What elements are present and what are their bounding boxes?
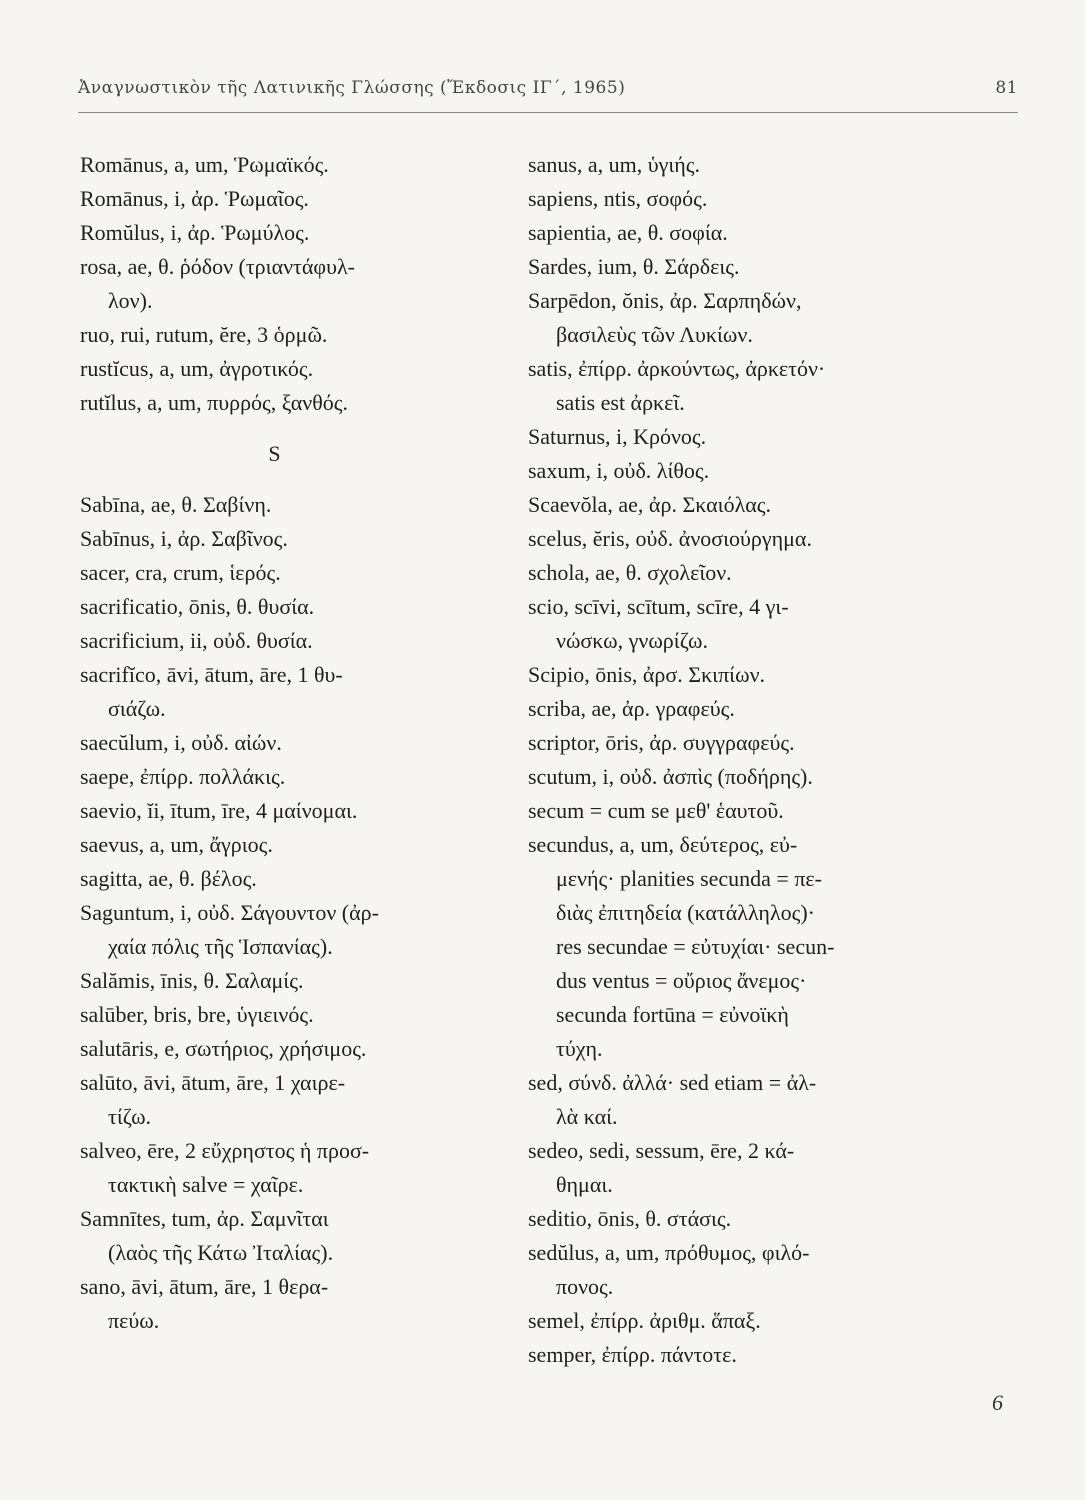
entry-continuation: (λαὸς τῆς Κάτω Ἰταλίας).: [108, 1240, 334, 1265]
entry-line: Sabīna, ae, θ. Σαβίνη.: [80, 492, 272, 517]
entry-line: Romānus, a, um, Ῥωμαϊκός.: [80, 152, 329, 177]
entry-line: rosa, ae, θ. ῥόδον (τριαντάφυλ-: [80, 254, 355, 279]
entry-continuation: νώσκω, γνωρίζω.: [556, 628, 709, 653]
entry-line: ruo, rui, rutum, ĕre, 3 ὁρμῶ.: [80, 322, 328, 347]
entry-line: secum = cum se μεθ' ἑαυτοῦ.: [528, 798, 784, 823]
entry-line: scutum, i, οὐδ. ἀσπὶς (ποδήρης).: [528, 764, 813, 789]
entry-line: sacrificatio, ōnis, θ. θυσία.: [80, 594, 315, 619]
entry-line: salūber, bris, bre, ὑγιεινός.: [80, 1002, 314, 1027]
entry-continuation: satis est ἀρκεῖ.: [556, 390, 685, 415]
entry-line: sacrifĭco, āvi, ātum, āre, 1 θυ-: [80, 662, 343, 687]
entry-line: saevus, a, um, ἄγριος.: [80, 832, 273, 857]
entry-continuation: χαία πόλις τῆς Ἱσπανίας).: [108, 934, 333, 959]
entry-line: satis, ἐπίρρ. ἀρκούντως, ἀρκετόν·: [528, 356, 826, 381]
entry-line: Salămis, īnis, θ. Σαλαμίς.: [80, 968, 304, 993]
entry-line: Saguntum, i, οὐδ. Σάγουντον (ἀρ-: [80, 900, 379, 925]
entry-line: saevio, ĭi, ītum, īre, 4 μαίνομαι.: [80, 798, 358, 823]
entry-continuation: secunda fortūna = εὐνοϊκὴ: [556, 1002, 789, 1027]
entry-line: secundus, a, um, δεύτερος, εὐ-: [528, 832, 798, 857]
entry-line: scelus, ĕris, οὐδ. ἀνοσιούργημα.: [528, 526, 812, 551]
page-number: 81: [995, 78, 1018, 98]
entry-line: Saturnus, i, Κρόνος.: [528, 424, 707, 449]
entry-line: sapiens, ntis, σοφός.: [528, 186, 708, 211]
entry-continuation: διὰς ἐπιτηδεία (κατάλληλος)·: [556, 900, 815, 925]
section-letter: S: [268, 441, 282, 466]
running-header: [78, 72, 1018, 106]
entry-line: saxum, i, οὐδ. λίθος.: [528, 458, 710, 483]
entry-line: scio, scīvi, scītum, scīre, 4 γι-: [528, 594, 789, 619]
header-rule: [78, 112, 1018, 113]
entry-continuation: λον).: [108, 288, 153, 313]
entry-line: rutĭlus, a, um, πυρρός, ξανθός.: [80, 390, 348, 415]
entry-line: Sarpēdon, ŏnis, ἀρ. Σαρπηδών,: [528, 288, 802, 313]
entry-line: sanus, a, um, ὑγιής.: [528, 152, 701, 177]
entry-continuation: πεύω.: [108, 1308, 160, 1333]
entry-line: sedeo, sedi, sessum, ēre, 2 κά-: [528, 1138, 795, 1163]
entry-line: scriptor, ōris, ἀρ. συγγραφεύς.: [528, 730, 795, 755]
entry-continuation: σιάζω.: [108, 696, 166, 721]
entry-line: Sardes, ium, θ. Σάρδεις.: [528, 254, 740, 279]
entry-continuation: μενής· planities secunda = πε-: [556, 866, 822, 891]
entry-continuation: τύχη.: [556, 1036, 603, 1061]
entry-line: salutāris, e, σωτήριος, χρήσιμος.: [80, 1036, 367, 1061]
signature-mark: 6: [992, 1390, 1003, 1415]
entry-continuation: πονος.: [556, 1274, 614, 1299]
entry-line: Samnītes, tum, ἀρ. Σαμνῖται: [80, 1206, 329, 1231]
entry-line: sano, āvi, ātum, āre, 1 θερα-: [80, 1274, 329, 1299]
entry-continuation: res secundae = εὐτυχίαι· secun-: [556, 934, 835, 959]
entry-line: Romŭlus, i, ἀρ. Ῥωμύλος.: [80, 220, 310, 245]
entry-line: saecŭlum, i, οὐδ. αἰών.: [80, 730, 282, 755]
entry-line: schola, ae, θ. σχολεῖον.: [528, 560, 732, 585]
entry-line: salūto, āvi, ātum, āre, 1 χαιρε-: [80, 1070, 346, 1095]
entry-line: scriba, ae, ἀρ. γραφεύς.: [528, 696, 735, 721]
entry-continuation: dus ventus = οὔριος ἄνεμος·: [556, 968, 807, 993]
entry-line: sagitta, ae, θ. βέλος.: [80, 866, 257, 891]
entry-continuation: θημαι.: [556, 1172, 613, 1197]
entry-line: sed, σύνδ. ἀλλά· sed etiam = ἀλ-: [528, 1070, 817, 1095]
entry-continuation: λὰ καί.: [556, 1104, 618, 1129]
entry-line: Scaevŏla, ae, ἀρ. Σκαιόλας.: [528, 492, 771, 517]
entry-line: semel, ἐπίρρ. ἀριθμ. ἅπαξ.: [528, 1308, 761, 1333]
entry-line: seditio, ōnis, θ. στάσις.: [528, 1206, 732, 1231]
left-column: [80, 148, 500, 1338]
entry-line: sedŭlus, a, um, πρόθυμος, φιλό-: [528, 1240, 810, 1265]
entry-line: salveo, ēre, 2 εὔχρηστος ἡ προσ-: [80, 1138, 370, 1163]
entry-line: semper, ἐπίρρ. πάντοτε.: [528, 1342, 737, 1367]
entry-continuation: τίζω.: [108, 1104, 152, 1129]
right-column: [528, 148, 988, 1372]
entry-line: sacrificium, ii, οὐδ. θυσία.: [80, 628, 313, 653]
entry-line: Romānus, i, ἀρ. Ῥωμαῖος.: [80, 186, 309, 211]
header-title: Ἀναγνωστικὸν τῆς Λατινικῆς Γλώσσης (Ἔκδοσις ΙΓ΄, 1965): [78, 78, 626, 98]
entry-line: Scipio, ōnis, ἀρσ. Σκιπίων.: [528, 662, 766, 687]
entry-continuation: βασιλεὺς τῶν Λυκίων.: [556, 322, 753, 347]
entry-line: sacer, cra, crum, ἱερός.: [80, 560, 281, 585]
entry-line: rustĭcus, a, um, ἀγροτικός.: [80, 356, 314, 381]
entry-continuation: τακτικὴ salve = χαῖρε.: [108, 1172, 304, 1197]
entry-line: Sabīnus, i, ἀρ. Σαβῖνος.: [80, 526, 288, 551]
entry-line: saepe, ἐπίρρ. πολλάκις.: [80, 764, 286, 789]
entry-line: sapientia, ae, θ. σοφία.: [528, 220, 728, 245]
